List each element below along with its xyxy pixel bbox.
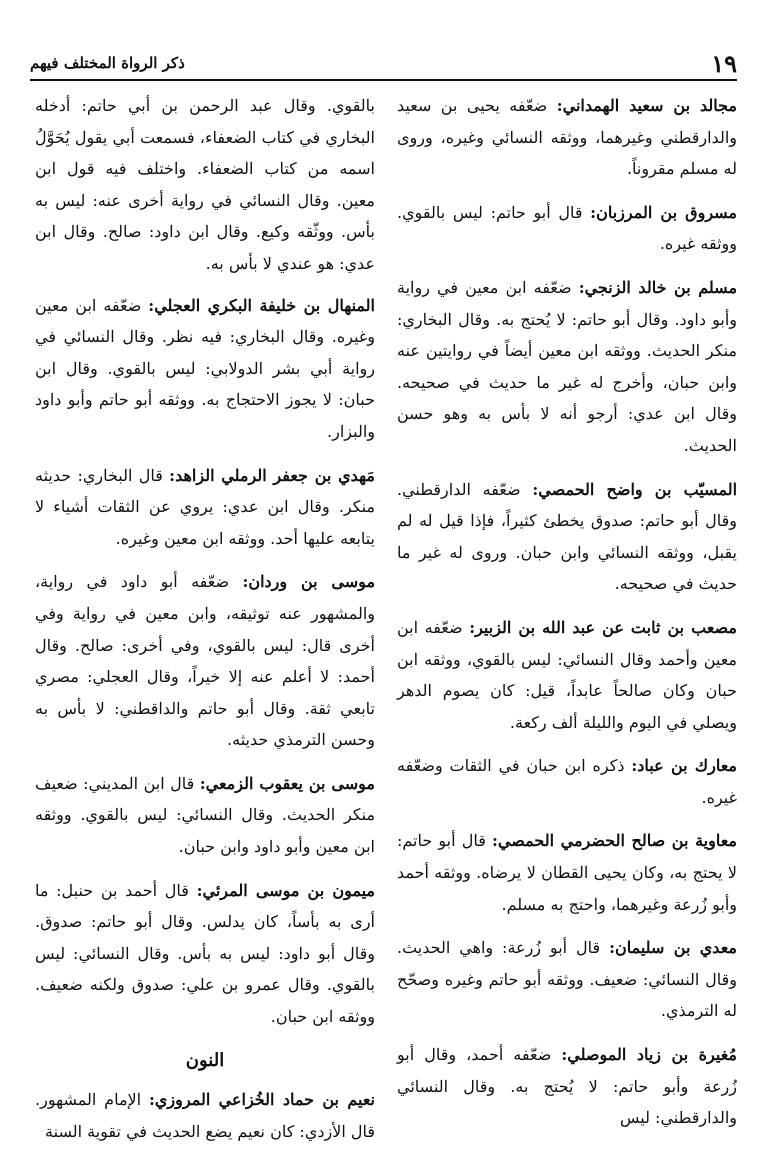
entry-text: ذكره ابن حبان في الثقات وضعّفه غيره.	[397, 756, 737, 807]
entry-maarik	[397, 750, 737, 813]
entry-text: قال أبو حاتم: لا يحتج به، وكان يحيى القطان لا يرضاه. ووثقه أحمد وأبو زُرعة وغيرهما، واحتج به مسلم.	[397, 831, 737, 914]
entry-nuaym	[35, 1084, 375, 1147]
entry-madi	[397, 932, 737, 1027]
narrator-name: معارك بن عباد:	[631, 756, 737, 776]
section-title: النون	[185, 1049, 225, 1071]
narrator-name: مُغيرة بن زياد الموصلي:	[561, 1045, 737, 1065]
left-column	[35, 90, 375, 1159]
narrator-name: مَهدي بن جعفر الرملي الزاهد:	[169, 465, 375, 485]
narrator-name: معدي بن سليمان:	[609, 938, 737, 958]
entry-musayyab	[397, 474, 737, 600]
entry-maymun	[35, 875, 375, 1033]
page-number: ١٩	[711, 48, 737, 78]
entry-musab	[397, 612, 737, 738]
narrator-name: المنهال بن خليفة البكري العجلي:	[148, 295, 375, 315]
narrator-name: المسيّب بن واضح الحمصي:	[532, 479, 738, 499]
entry-text: ضعّفه يحيى بن سعيد والدارقطني وغيرهما، ووثقه النسائي وغيره، وروى له مسلم مقروناً.	[397, 96, 737, 179]
entry-mughira	[397, 1039, 737, 1134]
page-header	[30, 48, 737, 78]
entry-mujalid	[397, 90, 737, 185]
entry-text: ضعّفه ابن معين وغيره. وقال البخاري: فيه نظر. وقال النسائي في رواية أبي بشر الدولابي: ليس بالقوي. وقال ابن حبان: لا يجوز الاحتجاج به. ووثقه أبو حاتم وأبو داود والبزار.	[35, 295, 375, 441]
entry-text: قال البخاري: حديثه منكر. وقال ابن عدي: يروي عن الثقات أشياء لا يتابعه عليها أحد. ووثقه ابن معين وغيره.	[35, 465, 375, 548]
entry-text: قال ابن المديني: ضعيف منكر الحديث. وقال النسائي: ليس بالقوي. ووثقه ابن معين وأبو داود وابن حبان.	[35, 773, 375, 857]
entry-text: الإمام المشهور. قال الأزدي: كان نعيم يضع الحديث في تقوية السنة	[35, 1090, 375, 1141]
entry-text: ضعّفه أحمد، وقال أبو زُرعة وأبو حاتم: لا يُحتج به. وقال النسائي والدارقطني: ليس	[397, 1045, 737, 1128]
header-rule	[30, 79, 737, 81]
narrator-name: موسى بن يعقوب الزمعي:	[199, 773, 375, 793]
entry-musa-yaqub	[35, 768, 375, 863]
entry-musa-wardan	[35, 566, 375, 756]
narrator-name: موسى بن وردان:	[242, 572, 376, 592]
entry-text: ضعّفه الدارقطني. وقال أبو حاتم: صدوق يخطئ كثيراً، فإذا قيل له لم يقبل، ووثقه النسائي وابن حبان. وروى له غير ما حديث في صحيحه.	[397, 479, 737, 594]
narrator-name: مجالد بن سعيد الهمداني:	[556, 96, 738, 115]
entry-muawiya	[397, 825, 737, 920]
right-column	[397, 90, 737, 1146]
running-title: ذكر الرواة المختلف فيهم	[30, 54, 185, 72]
entry-mahdi	[35, 460, 375, 555]
entry-text: ضعّفه ابن معين وأحمد وقال النسائي: ليس بالقوي، ووثقه ابن حبان وكان صالحاً عابداً، قيل: كان يصوم الدهر ويصلي في اليوم والليلة ألف ركعة.	[397, 617, 737, 732]
entry-muslim	[397, 272, 737, 462]
narrator-name: ميمون بن موسى المرئي:	[196, 880, 376, 900]
narrator-name: معاوية بن صالح الحضرمي الحمصي:	[492, 831, 737, 851]
entry-minhal	[35, 290, 375, 448]
narrator-name: مصعب بن ثابت عن عبد الله بن الزبير:	[469, 617, 738, 637]
narrator-name: مسروق بن المرزبان:	[590, 202, 737, 222]
entry-continuation: بالقوي. وقال عبد الرحمن بن أبي حاتم: أدخله البخاري في كتاب الضعفاء، فسمعت أبي يقول يُحَوَّلُ اسمه من كتاب الضعفاء. واختلف فيه قول ابن معين. وقال النسائي في رواية أخرى عنه: ليس به بأس. ووثّقه وكيع. وقال ابن داود: صالح. وقال ابن عدي: هو عندي لا بأس به.	[35, 96, 375, 273]
narrator-name: نعيم بن حماد الخُزاعي المروزي:	[149, 1090, 375, 1110]
entry-text: ضعّفه أبو داود في رواية، والمشهور عنه توثيقه، وابن معين في رواية وفي أخرى قال: ليس بالقوي، وفي أخرى: صالح. وقال أحمد: لا أعلم عنه إلا خيراً، وقال العجلي: مصري تابعي ثقة. وقال أبو حاتم والداقطني: لا بأس به وحسن الترمذي حديثه.	[35, 572, 375, 750]
entry-text: ضعّفه ابن معين في رواية وأبو داود. وقال أبو حاتم: لا يُحتج به. وقال البخاري: منكر الحديث. ووثقه ابن معين أيضاً في روايتين عنه وابن حبان، وأخرج له غير ما حديث في صحيحه. وقال ابن عدي: أرجو أنه لا بأس به وهو حسن الحديث.	[397, 277, 737, 455]
entry-text: قال أحمد بن حنبل: ما أرى به بأساً، كان يدلس. وقال أبو حاتم: صدوق. وقال أبو داود: ليس به بأس. وقال النسائي: ليس بالقوي. وقال عمرو بن علي: صدوق ولكنه ضعيف. ووثقه ابن حبان.	[35, 880, 375, 1027]
entry-text: قال أبو زُرعة: واهي الحديث. وقال النسائي: ضعيف. ووثقه أبو حاتم وغيره وصحّح له الترمذي.	[397, 938, 737, 1021]
entry-masruq	[397, 197, 737, 260]
entry-text: قال أبو حاتم: ليس بالقوي. ووثقه غيره.	[397, 202, 737, 254]
narrator-name: مسلم بن خالد الزنجي:	[578, 277, 738, 297]
